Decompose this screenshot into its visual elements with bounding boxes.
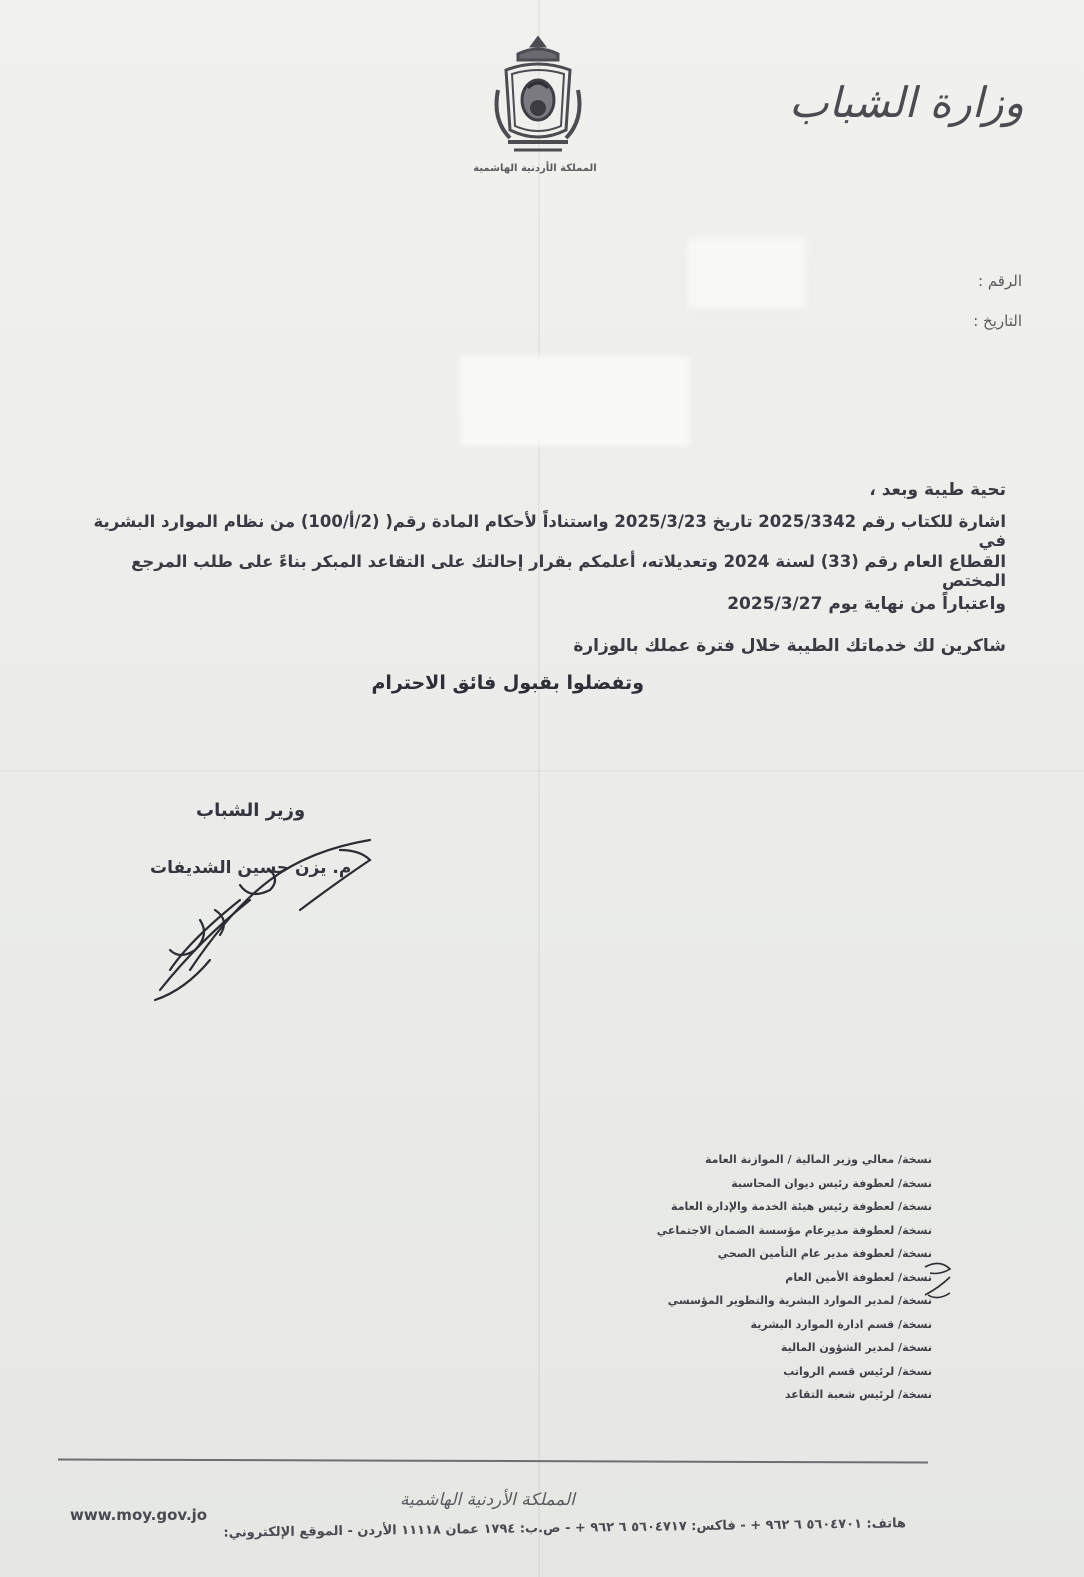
footer-website-link[interactable]: www.moy.gov.jo [70,1506,208,1524]
cc-item: نسخة/ لمدير الشؤون المالية [780,1341,932,1354]
ministry-letterhead-title: وزارة الشباب [789,78,1024,127]
paper-fold-horizontal [0,770,1084,772]
cc-item: نسخة/ لرئيس قسم الرواتب [783,1364,932,1378]
cc-item: نسخة/ لعطوفة مديرعام مؤسسة الضمان الاجتماعي [656,1223,932,1237]
cc-item: نسخة/ لعطوفة رئيس ديوان المحاسبة [731,1176,932,1190]
redacted-recipient-block [460,356,690,446]
cc-item: نسخة/ لمدير الموارد البشرية والتطوير المؤسسي [667,1294,932,1307]
cc-item: نسخة/ لعطوفة رئيس هيئة الخدمة والإدارة العامة [671,1200,932,1213]
reference-number-label: الرقم : [978,272,1022,290]
redacted-reference-block [688,238,806,308]
greeting-text: تحية طيبة وبعد ، [869,480,1006,500]
handwritten-initials [920,1257,960,1307]
body-paragraph-line-1: اشارة للكتاب رقم 2025/3342 تاريخ 2025/3/23 واستناداً لأحكام المادة رقم( (2/أ/100) من نظام الموارد البشرية في [93,512,1006,550]
footer-contact-info: هاتف: ٥٦٠٤٧٠١ ٦ ٩٦٢ + - فاكس: ٥٦٠٤٧١٧ ٦ ٩٦٢ + - ص.ب: ١٧٩٤ عمان ١١١١٨ الأردن - الموقع الإلكتروني: [223,1516,907,1541]
handwritten-signature [140,820,400,1020]
footer-kingdom-name: المملكة الأردنية الهاشمية [400,1490,575,1510]
cc-item: نسخة/ معالي وزير المالية / الموازنة العامة [705,1153,932,1166]
jordan-emblem-icon [488,30,588,160]
paper-fold-vertical [538,0,540,1577]
body-paragraph-line-3: واعتباراً من نهاية يوم 2025/3/27 [727,594,1006,614]
cc-item: نسخة/ لعطوفة الأمين العام [785,1270,932,1284]
cc-item: نسخة/ لرئيس شعبة التقاعد [784,1388,932,1401]
cc-item: نسخة/ لعطوفة مدير عام التأمين الصحي [717,1247,932,1260]
copies-distribution-list [572,1148,932,1407]
reference-date-label: التاريخ : [973,312,1022,330]
body-paragraph-line-4: شاكرين لك خدماتك الطيبة خلال فترة عملك بالوزارة [573,636,1006,656]
emblem-caption: المملكة الأردنية الهاشمية [473,163,597,174]
body-paragraph-line-2: القطاع العام رقم (33) لسنة 2024 وتعديلاته، أعلمكم بقرار إحالتك على التقاعد المبكر بناءً على طلب المرجع المختص [131,552,1006,590]
cc-item: نسخة/ قسم ادارة الموارد البشرية [750,1317,932,1331]
signer-name: م. يزن حسين الشديفات [150,858,352,878]
footer-divider [58,1458,928,1463]
signer-title: وزير الشباب [196,800,306,821]
closing-phrase: وتفضلوا بقبول فائق الاحترام [371,672,644,694]
